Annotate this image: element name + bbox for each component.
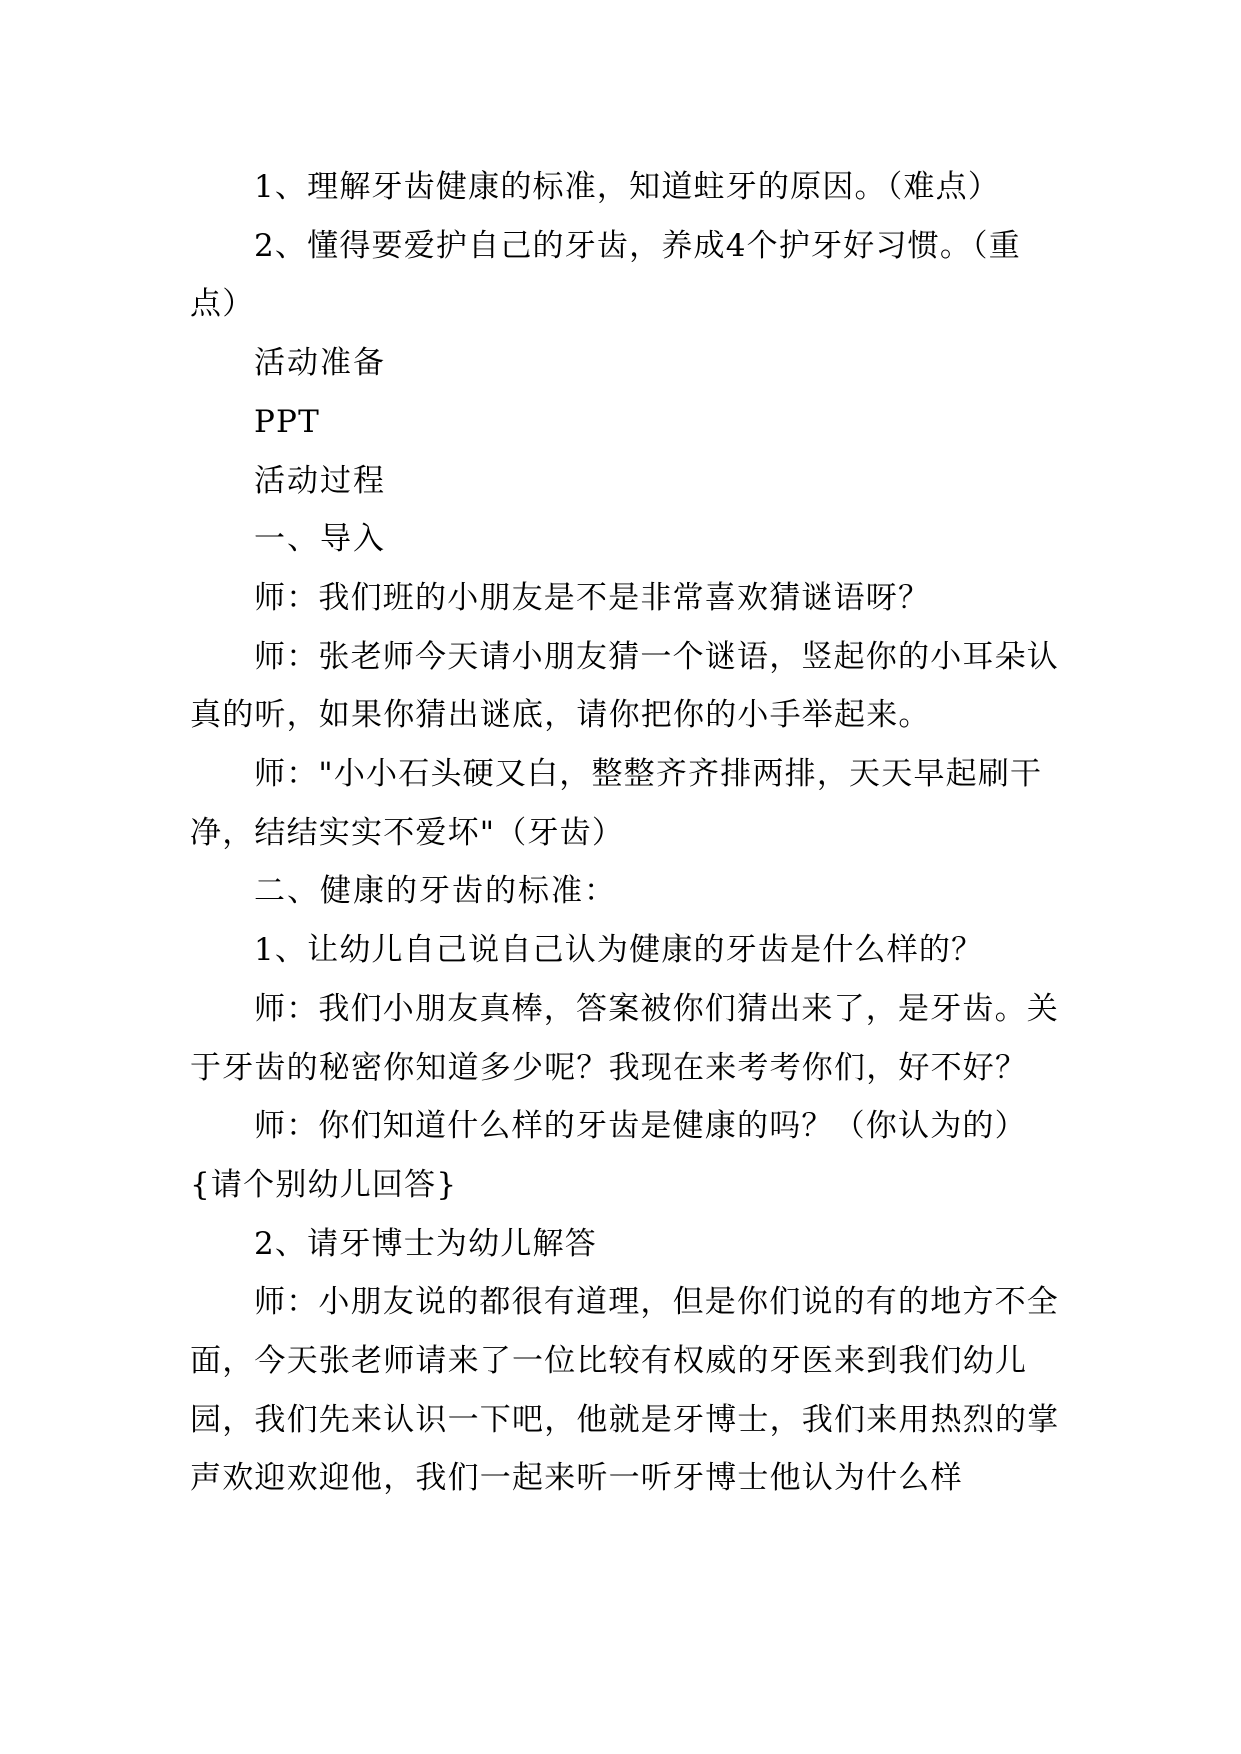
section-heading-preparation: 活动准备 — [254, 345, 386, 382]
preparation-item: PPT — [254, 403, 320, 440]
step-heading-standard: 二、健康的牙齿的标准： — [254, 873, 617, 910]
paragraph: 师：我们小朋友真棒，答案被你们猜出来了，是牙齿。关于牙齿的秘密你知道多少呢？我现在来考考你们，好不好？ — [190, 990, 1059, 1086]
paragraph: 师：小朋友说的都很有道理，但是你们说的有的地方不全面，今天张老师请来了一位比较有权威的牙医来到我们幼儿园，我们先来认识一下吧，他就是牙博士，我们来用热烈的掌声欢迎欢迎他，我们一起来听一听牙博士他认为什么样 — [190, 1284, 1060, 1497]
objective-1: 1、理解牙齿健康的标准，知道蛀牙的原因。（难点） — [254, 169, 1001, 205]
step-heading-intro: 一、导入 — [254, 521, 386, 558]
paragraph: 师：张老师今天请小朋友猜一个谜语，竖起你的小耳朵认真的听，如果你猜出谜底，请你把你的小手举起来。 — [190, 638, 1059, 734]
sub-step: 1、让幼儿自己说自己认为健康的牙齿是什么样的？ — [254, 932, 984, 969]
objective-2: 2、懂得要爱护自己的牙齿，养成4个护牙好习惯。（重点） — [190, 227, 1021, 323]
sub-step: 2、请牙博士为幼儿解答 — [254, 1225, 597, 1262]
paragraph: 师：我们班的小朋友是不是非常喜欢猜谜语呀？ — [254, 579, 931, 616]
riddle-paragraph: 师："小小石头硬又白，整整齐齐排两排，天天早起刷干净，结结实实不爱坏"（牙齿） — [190, 756, 1043, 851]
document-body — [190, 158, 1060, 1508]
paragraph: 师：你们知道什么样的牙齿是健康的吗？（你认为的）{请个别幼儿回答} — [190, 1108, 1027, 1203]
section-heading-process: 活动过程 — [254, 462, 386, 499]
